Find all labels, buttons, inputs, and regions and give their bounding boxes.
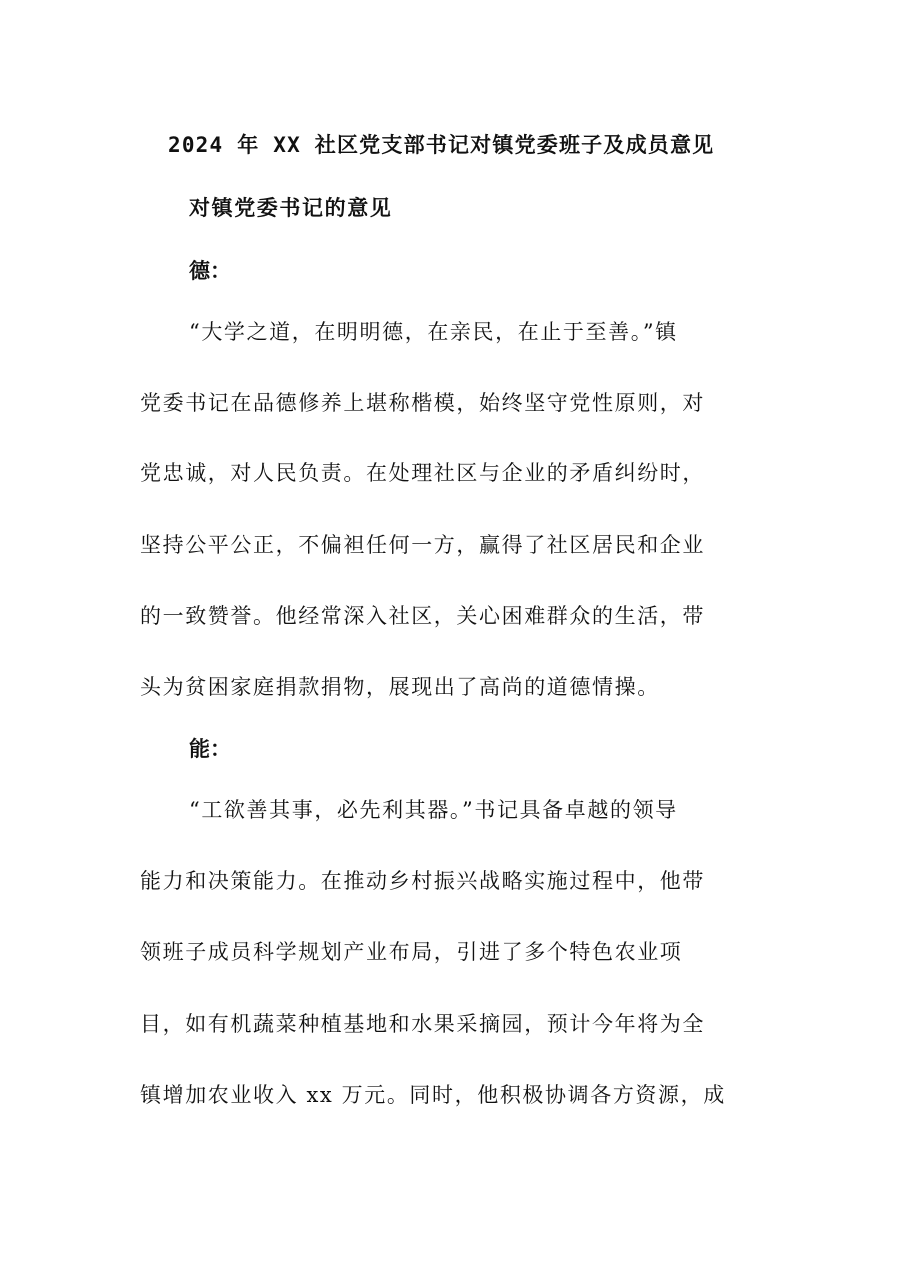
paragraph-line: 党忠诚，对人民负责。在处理社区与企业的矛盾纠纷时， — [140, 461, 705, 485]
section-heading-de: 德： — [189, 258, 231, 283]
document-subtitle: 对镇党委书记的意见 — [189, 195, 393, 220]
paragraph-line: 坚持公平公正，不偏袒任何一方，赢得了社区居民和企业 — [140, 533, 705, 557]
paragraph-line: 领班子成员科学规划产业布局，引进了多个特色农业项 — [140, 940, 683, 964]
paragraph-line: 目，如有机蔬菜种植基地和水果采摘园，预计今年将为全 — [140, 1012, 705, 1036]
paragraph-line: 的一致赞誉。他经常深入社区，关心困难群众的生活，带 — [140, 604, 705, 628]
paragraph-line: 能力和决策能力。在推动乡村振兴战略实施过程中，他带 — [140, 869, 705, 893]
paragraph-line: “大学之道，在明明德，在亲民，在止于至善。”镇 — [189, 320, 678, 344]
paragraph-line: 头为贫困家庭捐款捐物，展现出了高尚的道德情操。 — [140, 675, 660, 699]
paragraph-line: 镇增加农业收入 xx 万元。同时，他积极协调各方资源，成 — [140, 1083, 726, 1107]
section-heading-neng: 能： — [189, 736, 231, 761]
paragraph-line: 党委书记在品德修养上堪称楷模，始终坚守党性原则，对 — [140, 391, 705, 415]
paragraph-line: “工欲善其事，必先利其器。”书记具备卓越的领导 — [189, 798, 678, 822]
document-title: 2024 年 XX 社区党支部书记对镇党委班子及成员意见 — [168, 133, 715, 157]
